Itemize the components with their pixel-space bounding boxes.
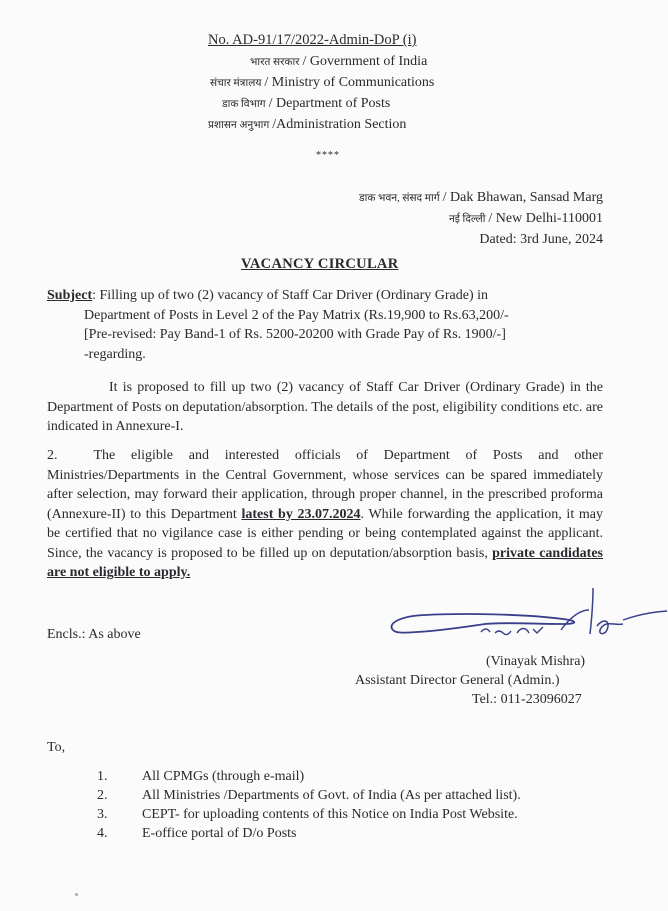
signature-image xyxy=(385,586,668,648)
enclosures: Encls.: As above xyxy=(47,627,141,642)
distribution-item: 3. CEPT- for uploading contents of this Notice on India Post Website. xyxy=(97,807,518,822)
signatory-phone: Tel.: 011-23096027 xyxy=(472,692,582,707)
paragraph-2: 2. The eligible and interested officials of Department of Posts and other Ministries/Departments in the Central Government, whose services can be spared immediately after selection, may forward their application, through proper channel, in the prescribed proforma (Annexure-II) to this Department latest by 23.07.2024. While forwarding the application, it may be certified that no vigilance case is either pending or being contemplated against the applicant. Since, the vacancy is proposed to be filled up on deputation/absorption basis, private candidates are not eligible to apply. xyxy=(47,448,604,580)
signatory-designation: Assistant Director General (Admin.) xyxy=(355,673,560,688)
header-line-department: डाक विभाग / Department of Posts xyxy=(222,96,391,111)
separator-stars: **** xyxy=(316,150,340,161)
distribution-item: 2. All Ministries /Departments of Govt. of India (As per attached list). xyxy=(97,788,521,803)
subject-line-4: -regarding. xyxy=(84,346,146,362)
distribution-list xyxy=(97,767,521,843)
distribution-item: 1. All CPMGs (through e-mail) xyxy=(97,769,305,784)
address-line-2: नई दिल्ली / New Delhi-110001 xyxy=(448,211,603,226)
subject-line-1: : Filling up of two (2) vacancy of Staff Car Driver (Ordinary Grade) in xyxy=(92,288,489,303)
to-label: To, xyxy=(47,740,66,755)
paragraph-2-number: 2. xyxy=(47,448,58,463)
subject-line-3: [Pre-revised: Pay Band-1 of Rs. 5200-20200 with Grade Pay of Rs. 1900/-] xyxy=(84,327,506,342)
circular-title: VACANCY CIRCULAR xyxy=(241,256,399,272)
address-line-1: डाक भवन, संसद मार्ग / Dak Bhawan, Sansad Marg xyxy=(359,190,603,205)
signatory-name: (Vinayak Mishra) xyxy=(486,654,586,669)
reference-number: No. AD-91/17/2022-Admin-DoP (i) xyxy=(208,32,417,48)
eligibility-note: private candidates are not eligible to apply. xyxy=(47,545,603,580)
subject-label: Subject xyxy=(47,288,93,303)
deadline-text: latest by 23.07.2024 xyxy=(241,506,361,522)
scan-speck xyxy=(75,893,78,896)
header-line-section: प्रशासन अनुभाग /Administration Section xyxy=(208,117,407,132)
header-line-government: भारत सरकार / Government of India xyxy=(250,54,428,69)
subject-block xyxy=(47,286,607,364)
subject-line-2: Department of Posts in Level 2 of the Pay Matrix (Rs.19,900 to Rs.63,200/- xyxy=(84,307,509,323)
header-line-ministry: संचार मंत्रालय / Ministry of Communications xyxy=(210,75,435,90)
paragraph-1: It is proposed to fill up two (2) vacancy of Staff Car Driver (Ordinary Grade) in the Department of Posts on deputation/absorption. The details of the post, eligibility conditions etc. are indicated in Annexure-I. xyxy=(47,380,603,434)
date-line: Dated: 3rd June, 2024 xyxy=(479,232,603,247)
distribution-item: 4. E-office portal of D/o Posts xyxy=(97,826,297,841)
